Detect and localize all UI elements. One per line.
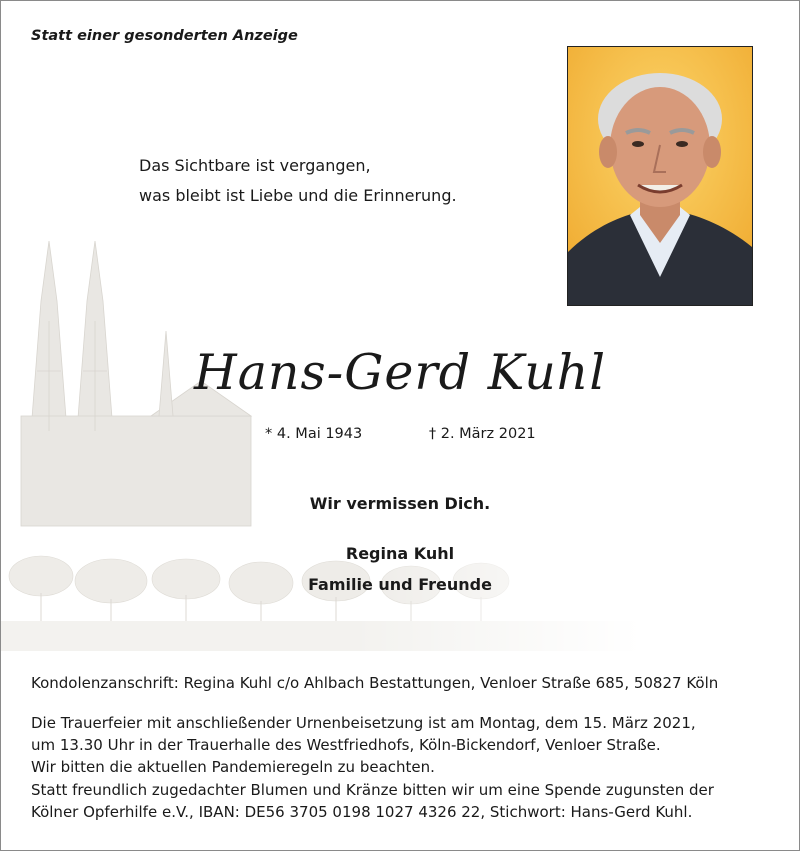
quote-line: was bleibt ist Liebe und die Erinnerung. bbox=[139, 186, 457, 205]
notice-header: Statt einer gesonderten Anzeige bbox=[31, 28, 298, 44]
memorial-quote bbox=[139, 151, 457, 211]
notice-line: Die Trauerfeier mit anschließender Urnenbeisetzung ist am Montag, dem 15. März 2021, bbox=[31, 714, 696, 732]
birth-date: * 4. Mai 1943 bbox=[265, 426, 363, 442]
notice-line: Statt freundlich zugedachter Blumen und Kränze bitten wir um eine Spende zugunsten der bbox=[31, 780, 714, 799]
death-date: † 2. März 2021 bbox=[428, 426, 536, 442]
funeral-notice bbox=[31, 712, 714, 823]
deceased-name: Hans-Gerd Kuhl bbox=[193, 344, 607, 401]
notice-line: um 13.30 Uhr in der Trauerhalle des Westfriedhofs, Köln-Bickendorf, Venloer Straße. bbox=[31, 736, 661, 755]
portrait-image bbox=[568, 47, 752, 305]
quote-line: Das Sichtbare ist vergangen, bbox=[139, 156, 371, 175]
signature-name: Regina Kuhl bbox=[345, 544, 455, 563]
condolence-address: Kondolenzanschrift: Regina Kuhl c/o Ahlbach Bestattungen, Venloer Straße 685, 50827 Köln bbox=[31, 674, 719, 692]
signature-family: Familie und Freunde bbox=[308, 575, 492, 594]
farewell-message: Wir vermissen Dich. bbox=[309, 494, 491, 513]
portrait-photo bbox=[567, 46, 753, 306]
notice-line: Wir bitten die aktuellen Pandemieregeln zu beachten. bbox=[31, 758, 435, 777]
life-dates bbox=[265, 426, 536, 442]
notice-line: Kölner Opferhilfe e.V., IBAN: DE56 3705 0198 1027 4326 22, Stichwort: Hans-Gerd Kuhl. bbox=[31, 802, 693, 821]
